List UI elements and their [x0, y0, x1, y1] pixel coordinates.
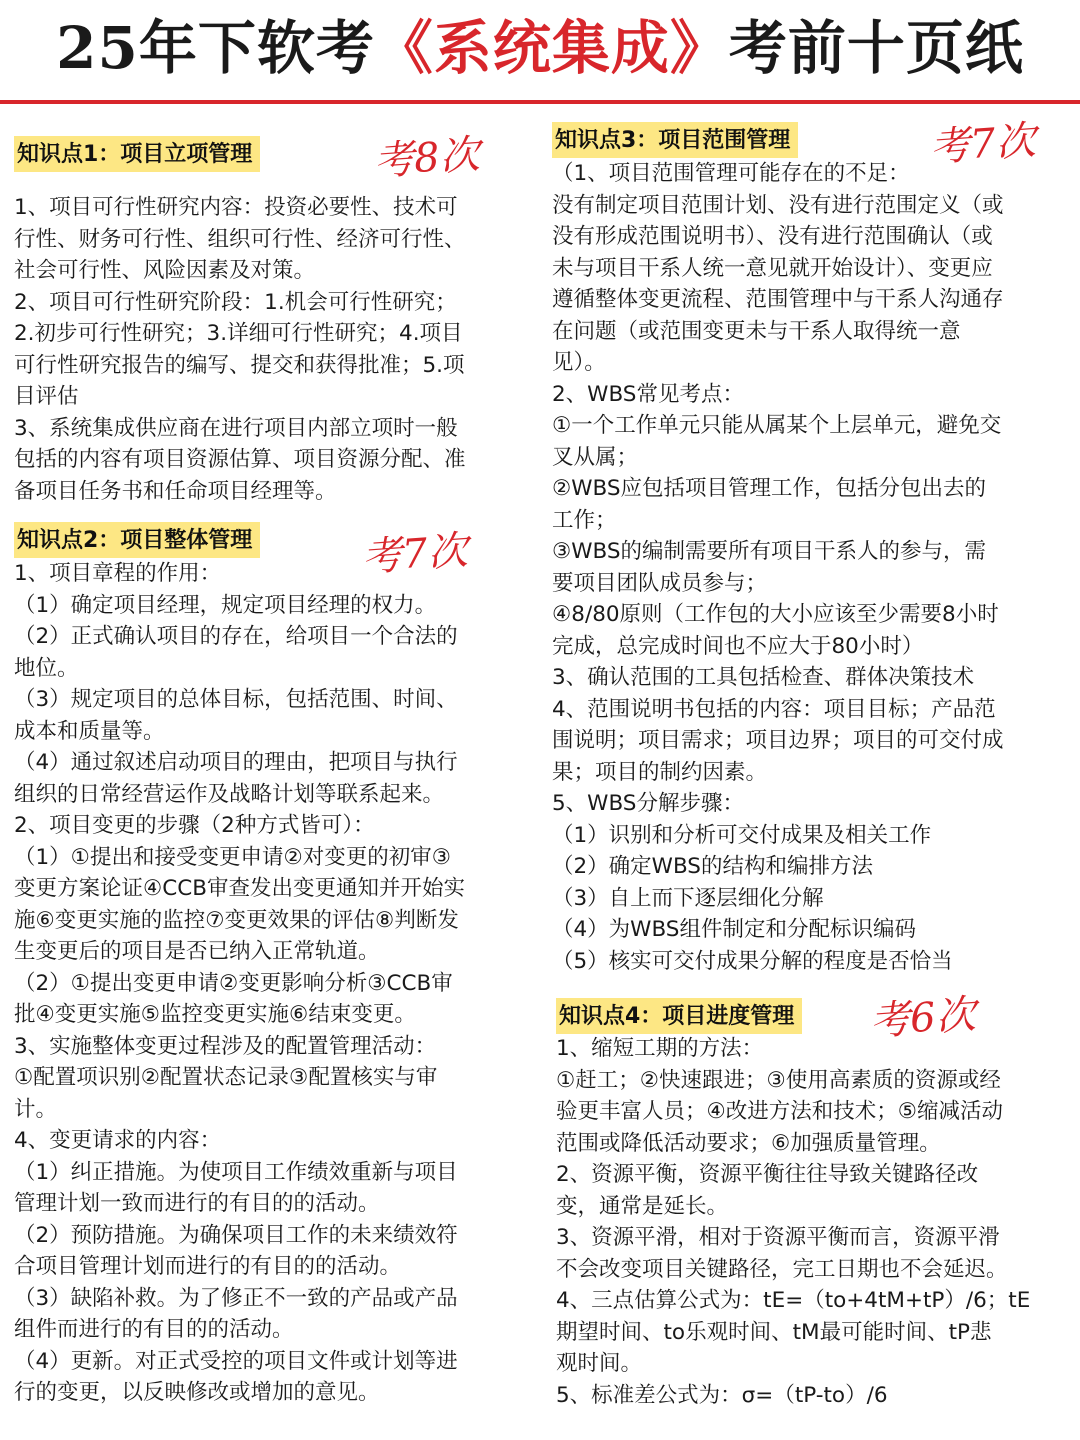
- section-2-body: [14, 558, 530, 1409]
- section-1-heading: 知识点1：项目立项管理: [14, 136, 260, 172]
- text-line: 4、三点估算公式为：tE=（to+4tM+tP）/6；tE: [556, 1288, 1031, 1313]
- text-line: 2、资源平衡，资源平衡往往导致关键路径改: [556, 1162, 979, 1187]
- text-line: 工作；: [552, 507, 617, 533]
- text-line: 围说明；项目需求；项目边界；项目的可交付成: [552, 728, 1004, 753]
- text-line: （2）正式确认项目的存在，给项目一个合法的: [14, 624, 458, 649]
- text-line: 4、变更请求的内容：: [14, 1128, 222, 1153]
- section-1: [14, 131, 530, 507]
- text-line: 地位。: [14, 655, 79, 681]
- text-line: 1、项目可行性研究内容：投资必要性、技术可: [14, 195, 458, 220]
- text-line: （2）确定WBS的结构和编排方法: [552, 854, 873, 879]
- text-line: 包括的内容有项目资源估算、项目资源分配、准: [14, 447, 466, 472]
- text-line: （3）缺陷补救。为了修正不一致的产品或产品: [14, 1285, 458, 1311]
- text-line: 变更方案论证④CCB审查发出变更通知并开始实: [14, 876, 466, 901]
- text-line: ①一个工作单元只能从属某个上层单元，避免交: [552, 413, 1002, 438]
- text-line: 遵循整体变更流程、范围管理中与干系人沟通存: [552, 287, 1004, 312]
- text-line: 可行性研究报告的编写、提交和获得批准；5.项: [14, 352, 465, 378]
- section-1-body: [14, 192, 530, 507]
- section-4: [556, 991, 1067, 1411]
- text-line: 完成，总完成时间也不应大于80小时）: [552, 633, 924, 659]
- title-suffix: 考前十页纸: [728, 14, 1024, 82]
- text-line: （3）规定项目的总体目标，包括范围、时间、: [14, 687, 458, 712]
- text-line: 2、项目可行性研究阶段：1.机会可行性研究；: [14, 289, 457, 315]
- text-line: （5）核实可交付成果分解的程度是否恰当: [552, 948, 953, 974]
- text-line: 合项目管理计划而进行的有目的的活动。: [14, 1254, 402, 1279]
- text-line: 3、确认范围的工具包括检查、群体决策技术: [552, 665, 975, 690]
- text-line: 管理计划一致而进行的有目的的活动。: [14, 1191, 380, 1216]
- text-line: 没有形成范围说明书）、没有进行范围确认（或: [552, 224, 993, 249]
- text-line: 3、资源平滑，相对于资源平衡而言，资源平滑: [556, 1225, 1000, 1250]
- text-line: （1）识别和分析可交付成果及相关工作: [552, 822, 932, 848]
- section-4-heading: 知识点4：项目进度管理: [556, 998, 802, 1034]
- section-4-body: [556, 1033, 1067, 1411]
- text-line: 2.初步可行性研究；3.详细可行性研究；4.项目: [14, 321, 463, 346]
- text-line: 验更丰富人员；④改进方法和技术；⑤缩减活动: [556, 1099, 1004, 1124]
- text-line: ④8/80原则（工作包的大小应该至少需要8小时: [552, 602, 999, 627]
- text-line: ①赶工；②快速跟进；③使用高素质的资源或经: [556, 1067, 1001, 1093]
- text-line: 成本和质量等。: [14, 718, 165, 744]
- text-line: （2）①提出变更申请②变更影响分析③CCB审: [14, 970, 453, 996]
- text-line: 目评估: [14, 384, 79, 409]
- page-title: [0, 0, 1080, 96]
- section-3-heading: 知识点3：项目范围管理: [552, 122, 798, 158]
- text-line: ②WBS应包括项目管理工作，包括分包出去的: [552, 476, 987, 501]
- text-line: （1）纠正措施。为使项目工作绩效重新与项目: [14, 1159, 458, 1185]
- text-line: （1）确定项目经理，规定项目经理的权力。: [14, 592, 437, 618]
- text-line: 批④变更实施⑤监控变更实施⑥结束变更。: [14, 1002, 416, 1027]
- text-line: 见）。: [552, 350, 606, 375]
- text-line: 期望时间、to乐观时间、tM最可能时间、tP悲: [556, 1319, 992, 1345]
- text-line: 生变更后的项目是否已纳入正常轨道。: [14, 939, 380, 964]
- text-line: 行性、财务可行性、组织可行性、经济可行性、: [14, 226, 466, 252]
- text-line: 5、标准差公式为：σ=（tP-to）/6: [556, 1382, 888, 1408]
- text-line: 3、系统集成供应商在进行项目内部立项时一般: [14, 415, 458, 441]
- section-2-badge: 考7次: [360, 527, 470, 581]
- text-line: 不会改变项目关键路径，完工日期也不会延迟。: [556, 1256, 1008, 1282]
- text-line: （4）为WBS组件制定和分配标识编码: [552, 917, 916, 942]
- title-highlight: 《系统集成》: [374, 14, 729, 82]
- section-2-heading: 知识点2：项目整体管理: [14, 522, 260, 558]
- title-prefix: 25年下软考: [56, 14, 375, 82]
- text-line: ①配置项识别②配置状态记录③配置核实与审: [14, 1065, 438, 1090]
- text-line: 5、WBS分解步骤：: [552, 791, 744, 816]
- text-line: 未与项目干系人统一意见就开始设计）、变更应: [552, 255, 993, 281]
- text-line: 组织的日常经营运作及战略计划等联系起来。: [14, 781, 445, 807]
- text-line: （4）更新。对正式受控的项目文件或计划等进: [14, 1348, 458, 1374]
- text-line: 观时间。: [556, 1351, 643, 1376]
- text-line: 4、范围说明书包括的内容：项目目标；产品范: [552, 696, 996, 722]
- text-line: （1）①提出和接受变更申请②对变更的初审③: [14, 844, 452, 870]
- section-3-body: [552, 158, 1067, 977]
- section-3: [552, 117, 1067, 977]
- text-line: 果；项目的制约因素。: [552, 759, 768, 785]
- text-line: 没有制定项目范围计划、没有进行范围定义（或: [552, 192, 1004, 218]
- text-line: 要项目团队成员参与；: [552, 570, 768, 596]
- section-3-badge: 考7次: [928, 117, 1038, 171]
- text-line: 范围或降低活动要求；⑥加强质量管理。: [556, 1130, 941, 1156]
- text-line: 1、项目章程的作用：: [14, 561, 222, 586]
- section-1-badge: 考8次: [372, 131, 482, 185]
- text-line: 变，通常是延长。: [556, 1193, 729, 1219]
- text-line: 2、项目变更的步骤（2种方式皆可）：: [14, 813, 375, 838]
- text-line: （2）预防措施。为确保项目工作的未来绩效符: [14, 1222, 458, 1248]
- section-4-badge: 考6次: [868, 991, 978, 1045]
- text-line: 1、缩短工期的方法：: [556, 1036, 764, 1061]
- text-line: 在问题（或范围变更未与干系人取得统一意: [552, 318, 961, 344]
- text-line: 计。: [14, 1096, 58, 1122]
- text-line: 叉从属；: [552, 444, 639, 470]
- text-line: 社会可行性、风险因素及对策。: [14, 258, 316, 283]
- section-2: [14, 522, 530, 1409]
- text-line: 2、WBS常见考点：: [552, 381, 744, 407]
- text-line: 备项目任务书和任命项目经理等。: [14, 478, 337, 504]
- text-line: 3、实施整体变更过程涉及的配置管理活动：: [14, 1033, 437, 1059]
- text-line: ③WBS的编制需要所有项目干系人的参与，需: [552, 539, 987, 564]
- text-line: （1、项目范围管理可能存在的不足：: [552, 161, 910, 186]
- text-line: （3）自上而下逐层细化分解: [552, 885, 824, 911]
- text-line: 行的变更，以反映修改或增加的意见。: [14, 1380, 380, 1405]
- text-line: 组件而进行的有目的的活动。: [14, 1317, 294, 1342]
- text-line: 施⑥变更实施的监控⑦变更效果的评估⑧判断发: [14, 907, 459, 933]
- text-line: （4）通过叙述启动项目的理由，把项目与执行: [14, 750, 458, 775]
- title-divider: [0, 100, 1080, 104]
